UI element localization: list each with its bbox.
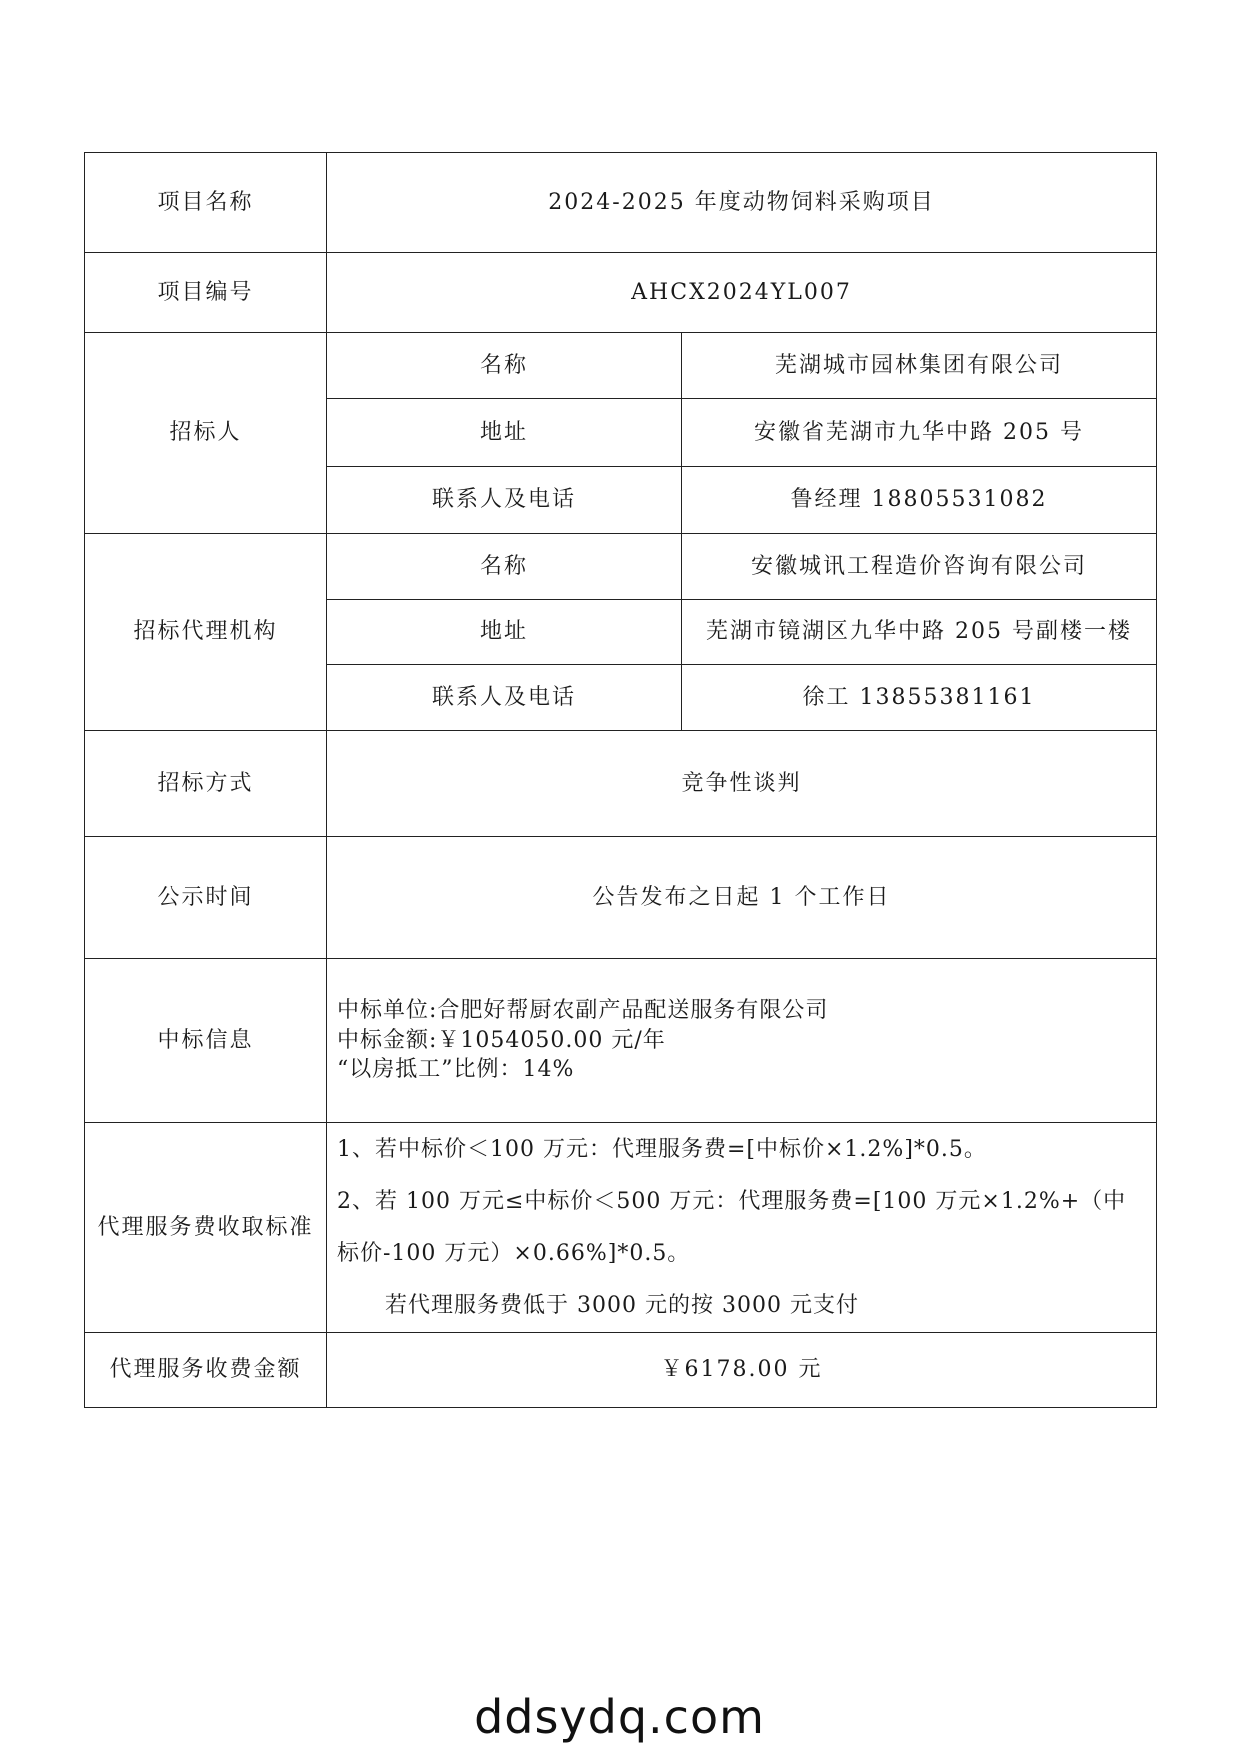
project-name-label: 项目名称 [85,153,327,253]
tenderer-contact-value: 鲁经理 18805531082 [682,467,1157,534]
site-watermark: ddsydq.com [474,1690,765,1744]
agency-label: 招标代理机构 [85,534,327,731]
tenderer-address-label: 地址 [327,399,682,467]
award-label: 中标信息 [85,959,327,1123]
tenderer-address-value: 安徽省芜湖市九华中路 205 号 [682,399,1157,467]
fee-rule-2: 2、若 100 万元≤中标价＜500 万元：代理服务费=[100 万元×1.2%+（中标价-100 万元）×0.66%]*0.5。 [337,1188,1127,1266]
agency-address-value: 芜湖市镜湖区九华中路 205 号副楼一楼 [682,600,1157,665]
tenderer-contact-label: 联系人及电话 [327,467,682,534]
publicity-value: 公告发布之日起 1 个工作日 [327,837,1157,959]
method-value: 竞争性谈判 [327,731,1157,837]
row-publicity [85,837,1157,959]
row-method [85,731,1157,837]
tenderer-name-value: 芜湖城市园林集团有限公司 [682,333,1157,399]
tenderer-label: 招标人 [85,333,327,534]
fee-rule-1: 1、若中标价＜100 万元：代理服务费=[中标价×1.2%]*0.5。 [337,1136,987,1162]
project-code-value: AHCX2024YL007 [327,253,1157,333]
row-project-code [85,253,1157,333]
agency-contact-label: 联系人及电话 [327,665,682,731]
fee-amount-value: ￥6178.00 元 [327,1333,1157,1408]
row-project-name [85,153,1157,253]
row-agency-name [85,534,1157,600]
fee-amount-label: 代理服务收费金额 [85,1333,327,1408]
row-tenderer-name [85,333,1157,399]
fee-minimum-note: 若代理服务费低于 3000 元的按 3000 元支付 [385,1292,859,1318]
project-code-label: 项目编号 [85,253,327,333]
award-notice-table [84,152,1157,1408]
award-winner: 中标单位:合肥好帮厨农副产品配送服务有限公司 [337,997,829,1023]
award-info [327,959,1157,1123]
agency-name-label: 名称 [327,534,682,600]
agency-contact-value: 徐工 13855381161 [682,665,1157,731]
fee-standard-label: 代理服务费收取标准 [85,1123,327,1333]
award-ratio: “以房抵工”比例：14% [337,1057,575,1083]
fee-standard-info [327,1123,1157,1333]
publicity-label: 公示时间 [85,837,327,959]
method-label: 招标方式 [85,731,327,837]
agency-address-label: 地址 [327,600,682,665]
project-name-value: 2024-2025 年度动物饲料采购项目 [327,153,1157,253]
row-award [85,959,1157,1123]
row-fee-amount [85,1333,1157,1408]
tenderer-name-label: 名称 [327,333,682,399]
agency-name-value: 安徽城讯工程造价咨询有限公司 [682,534,1157,600]
award-amount: 中标金额:￥1054050.00 元/年 [337,1027,666,1053]
row-fee-standard [85,1123,1157,1333]
